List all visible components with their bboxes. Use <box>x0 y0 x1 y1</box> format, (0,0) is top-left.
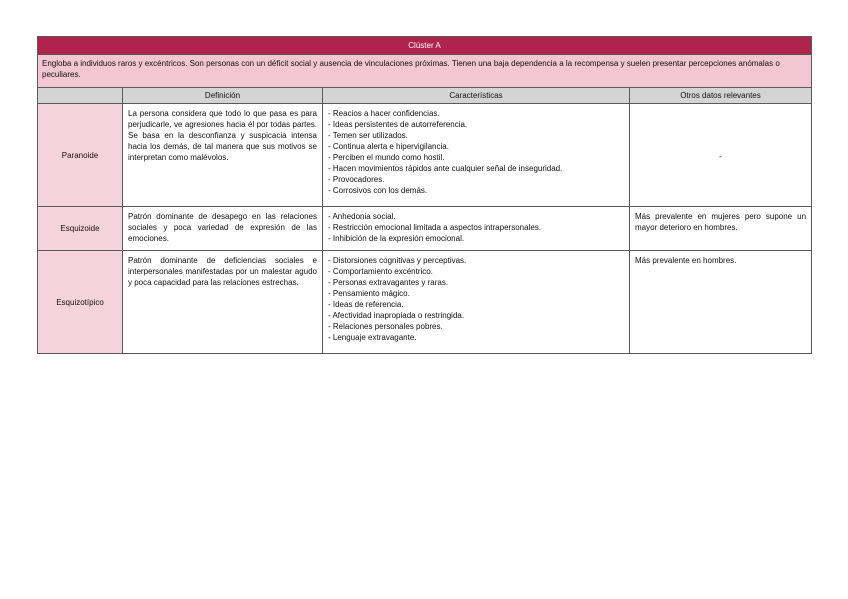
row-name: Esquizotípico <box>38 251 123 354</box>
header-other: Otros datos relevantes <box>630 88 812 104</box>
row-name: Paranoide <box>38 104 123 207</box>
intro-row <box>38 55 812 88</box>
characteristic-item: - Lenguaje extravagante. <box>328 333 417 342</box>
header-characteristics: Características <box>323 88 630 104</box>
row-definition: Patrón dominante de deficiencias sociales e interpersonales manifestadas por un malestar agudo y poca capacidad para las relaciones estrechas. <box>123 251 323 354</box>
characteristic-item: - Reacios a hacer confidencias. <box>328 109 440 118</box>
row-characteristics <box>323 104 630 207</box>
cluster-a-table <box>37 36 812 354</box>
header-name <box>38 88 123 104</box>
row-other: Más prevalente en mujeres pero supone un mayor deterioro en hombres. <box>630 207 812 251</box>
characteristic-item: - Continua alerta e hipervigilancia. <box>328 142 449 151</box>
row-characteristics <box>323 207 630 251</box>
characteristic-item: - Anhedonia social. <box>328 212 396 221</box>
cluster-a-table-container <box>37 36 811 354</box>
header-row <box>38 88 812 104</box>
table-row <box>38 207 812 251</box>
characteristic-item: - Ideas persistentes de autorreferencia. <box>328 120 468 129</box>
characteristic-item: - Distorsiones cognitivas y perceptivas. <box>328 256 467 265</box>
row-definition: La persona considera que todo lo que pasa es para perjudicarle, ve agresiones hacia él por todas partes. Se basa en la desconfianza y suspicacia intensa hacia los demás, de tal manera que sus motivos se interpretan como malévolos. <box>123 104 323 207</box>
table-row <box>38 251 812 354</box>
row-definition: Patrón dominante de desapego en las relaciones sociales y poca variedad de expresión de las emociones. <box>123 207 323 251</box>
characteristic-item: - Temen ser utilizados. <box>328 131 408 140</box>
characteristic-item: - Afectividad inapropiada o restringida. <box>328 311 465 320</box>
row-other: - <box>630 104 812 207</box>
characteristic-item: - Provocadores. <box>328 175 385 184</box>
characteristic-item: - Restricción emocional limitada a aspectos intrapersonales. <box>328 223 541 232</box>
characteristic-item: - Relaciones personales pobres. <box>328 322 443 331</box>
characteristic-item: - Ideas de referencia. <box>328 300 404 309</box>
characteristic-item: - Perciben el mundo como hostil. <box>328 153 445 162</box>
characteristic-item: - Hacen movimientos rápidos ante cualquier señal de inseguridad. <box>328 164 563 173</box>
characteristic-item: - Comportamiento excéntrico. <box>328 267 433 276</box>
table-title: Clúster A <box>38 37 812 55</box>
characteristic-item: - Inhibición de la expresión emocional. <box>328 234 465 243</box>
table-row <box>38 104 812 207</box>
row-characteristics <box>323 251 630 354</box>
title-row <box>38 37 812 55</box>
row-name: Esquizoide <box>38 207 123 251</box>
characteristic-item: - Pensamiento mágico. <box>328 289 410 298</box>
header-definition: Definición <box>123 88 323 104</box>
intro-text: Engloba a individuos raros y excéntricos. Son personas con un déficit social y ausencia de vinculaciones próximas. Tienen una baja dependencia a la recompensa y suelen presentar percepciones anómalas o peculiares. <box>38 55 812 88</box>
row-other: Más prevalente en hombres. <box>630 251 812 354</box>
characteristic-item: - Personas extravagantes y raras. <box>328 278 449 287</box>
characteristic-item: - Corrosivos con los demás. <box>328 186 428 195</box>
